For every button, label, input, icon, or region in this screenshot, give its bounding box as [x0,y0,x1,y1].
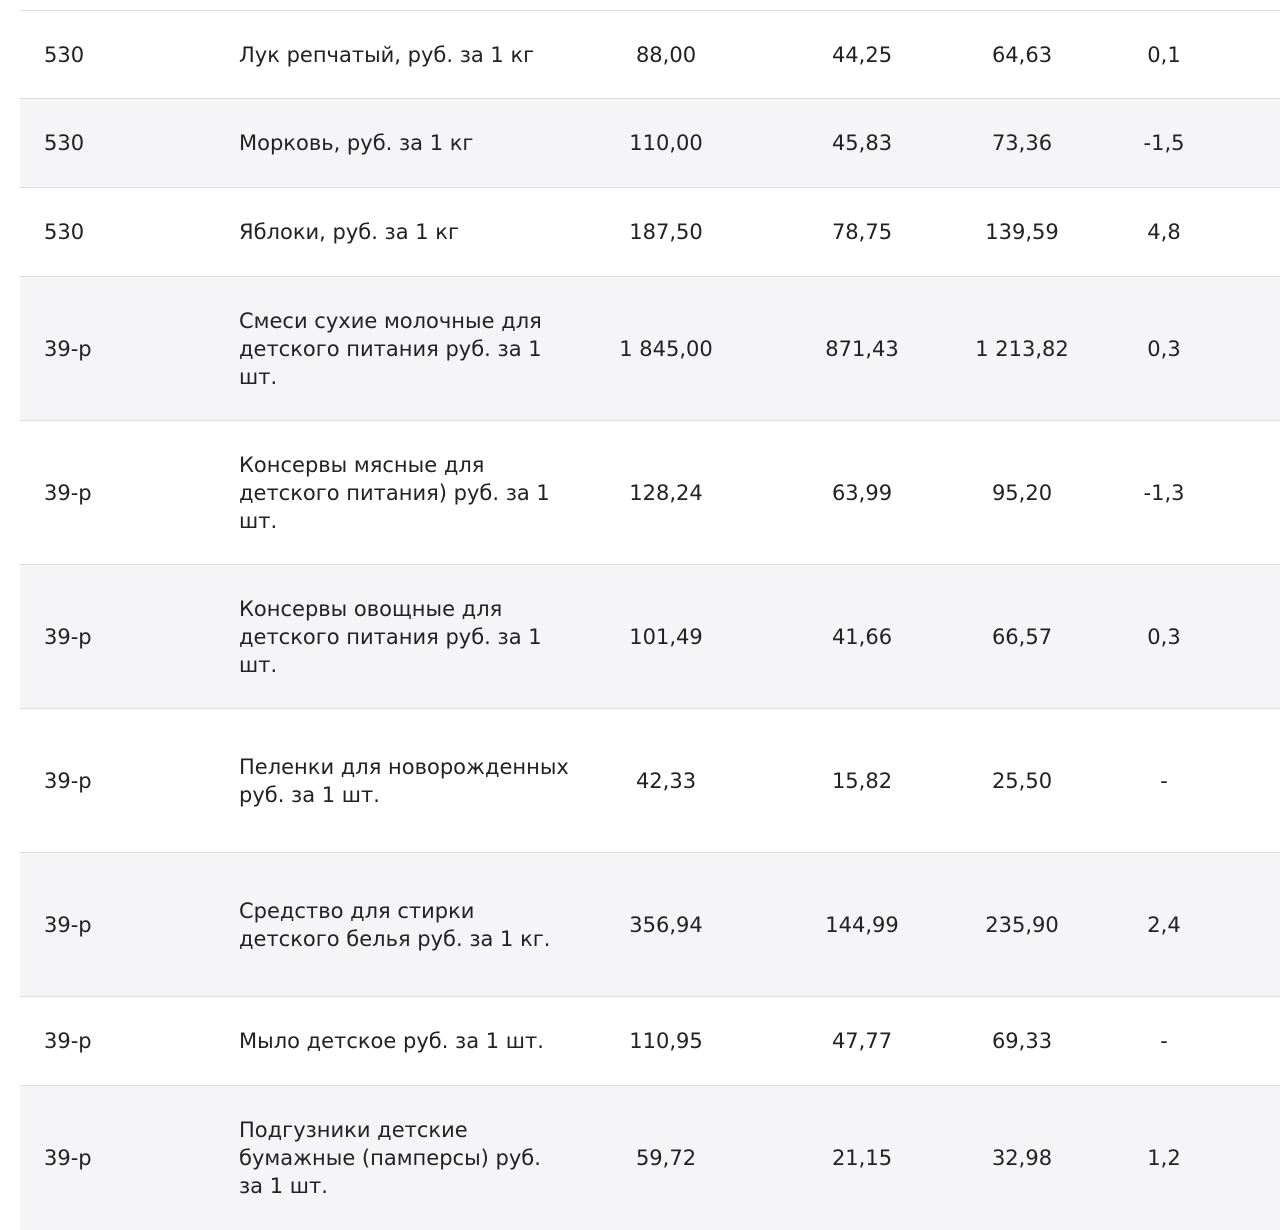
cell-value-2: 871,43 [825,336,899,361]
table-row [20,421,1280,565]
cell-value-4: 4,8 [1147,220,1181,244]
cell-value-1: 59,72 [635,1146,697,1170]
cell-code: 39-р [44,768,92,793]
cell-value-3: 64,63 [991,42,1053,67]
cell-value-1: 88,00 [635,42,697,67]
cell-value-3: 73,36 [991,131,1053,155]
cell-code: 530 [44,220,85,244]
cell-name: Смеси сухие молочные для детского питания руб. за 1 шт. [239,308,542,389]
cell-code: 39-р [44,1029,92,1053]
table-row [20,1086,1280,1230]
table-row [20,853,1280,997]
cell-value-2: 44,25 [831,42,893,67]
cell-value-4: - [1160,1029,1168,1053]
cell-code: 39-р [44,480,92,505]
cell-code: 39-р [44,912,92,937]
cell-value-3: 139,59 [985,220,1059,244]
cell-name: Подгузники детские бумажные (памперсы) руб. за 1 шт. [239,1118,541,1198]
cell-value-1: 1 845,00 [619,336,713,361]
cell-value-1: 128,24 [629,480,703,505]
table-row [20,99,1280,188]
cell-name: Консервы мясные для детского питания) руб. за 1 шт. [239,452,550,533]
table-row [20,188,1280,277]
cell-code: 39-р [44,624,92,649]
cell-value-3: 235,90 [985,912,1059,937]
table-row [20,709,1280,853]
cell-value-2: 63,99 [831,480,893,505]
cell-value-2: 78,75 [831,220,893,244]
cell-value-4: 0,1 [1147,42,1181,67]
table-row [20,565,1280,709]
cell-name: Средство для стирки детского белья руб. за 1 кг. [239,898,551,951]
cell-code: 530 [44,42,85,67]
cell-value-2: 144,99 [825,912,899,937]
cell-value-3: 69,33 [991,1029,1053,1053]
cell-value-1: 101,49 [629,624,703,649]
cell-value-4: 0,3 [1147,336,1181,361]
cell-value-3: 95,20 [991,480,1053,505]
cell-value-1: 42,33 [635,768,697,793]
cell-name: Лук репчатый, руб. за 1 кг [239,42,535,67]
cell-code: 39-р [44,1146,92,1170]
cell-code: 39-р [44,336,92,361]
cell-value-1: 356,94 [629,912,703,937]
price-table [20,10,1280,1230]
cell-value-4: - [1160,768,1168,793]
cell-name: Яблоки, руб. за 1 кг [239,220,460,244]
table-row [20,277,1280,421]
cell-code: 530 [44,131,85,155]
cell-value-4: 0,3 [1147,624,1181,649]
cell-value-4: -1,3 [1143,480,1185,505]
cell-name: Морковь, руб. за 1 кг [239,131,474,155]
cell-value-4: 1,2 [1147,1146,1181,1170]
table-row [20,11,1280,99]
cell-value-2: 21,15 [831,1146,893,1170]
cell-value-1: 187,50 [629,220,703,244]
cell-value-1: 110,00 [629,131,703,155]
cell-value-3: 25,50 [991,768,1053,793]
cell-value-3: 32,98 [991,1146,1053,1170]
cell-value-1: 110,95 [629,1029,703,1053]
cell-value-4: 2,4 [1147,912,1181,937]
cell-value-3: 1 213,82 [975,336,1069,361]
cell-name: Консервы овощные для детского питания руб. за 1 шт. [239,596,542,677]
cell-value-3: 66,57 [991,624,1053,649]
cell-name: Пеленки для новорожденных руб. за 1 шт. [239,754,569,807]
cell-value-2: 41,66 [831,624,893,649]
cell-value-2: 15,82 [831,768,893,793]
cell-value-2: 45,83 [831,131,893,155]
cell-value-4: -1,5 [1143,131,1185,155]
table-row [20,997,1280,1086]
cell-value-2: 47,77 [831,1029,893,1053]
cell-name: Мыло детское руб. за 1 шт. [239,1029,544,1053]
